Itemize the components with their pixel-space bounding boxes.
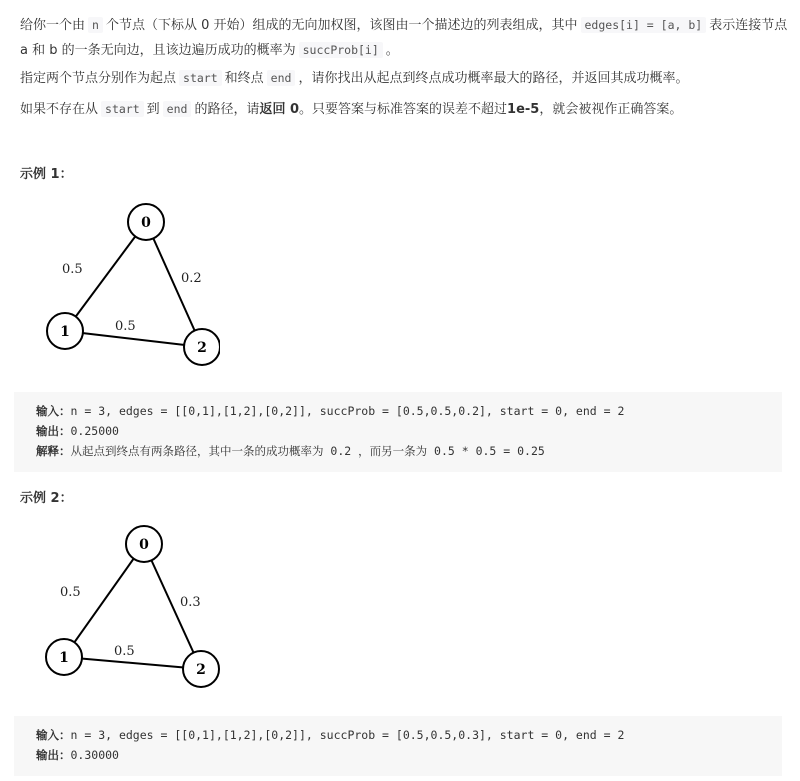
node-2-label: 2 — [197, 340, 207, 356]
output-label: 输出： — [36, 424, 71, 438]
inline-code: succProb[i] — [299, 42, 383, 58]
input-label: 输入： — [36, 728, 71, 742]
text: 如果不存在从 — [20, 102, 99, 117]
example-1-graph — [20, 196, 220, 376]
inline-code: start — [179, 70, 222, 86]
inline-code: start — [101, 101, 144, 117]
inline-code: edges[i] = [a, b] — [581, 17, 707, 33]
text: 到 — [146, 102, 160, 117]
text: 和终点 — [224, 71, 264, 86]
description-paragraph-1 — [20, 13, 790, 63]
text: ，就会被视作正确答案。 — [539, 102, 683, 117]
input-line — [36, 725, 782, 745]
example-1-code-block — [14, 392, 782, 472]
text: 指定两个节点分别作为起点 — [20, 71, 177, 86]
output-line — [36, 745, 782, 765]
text: 。 — [385, 43, 399, 58]
output-label: 输出： — [36, 748, 71, 762]
example-2-graph — [20, 520, 220, 700]
example-2-title: 示例 2： — [20, 491, 73, 506]
explain-value: 从起点到终点有两条路径，其中一条的成功概率为 0.2 ，而另一条为 0.5 * 0.5 = 0.25 — [70, 444, 545, 458]
input-value: n = 3, edges = [[0,1],[1,2],[0,2]], succProb = [0.5,0.5,0.3], start = 0, end = 2 — [70, 728, 625, 742]
example-1-title: 示例 1： — [20, 167, 73, 182]
node-2-label: 2 — [196, 662, 206, 678]
description-paragraph-3 — [20, 97, 790, 122]
input-value: n = 3, edges = [[0,1],[1,2],[0,2]], succProb = [0.5,0.5,0.2], start = 0, end = 2 — [70, 404, 625, 418]
output-line — [36, 421, 782, 441]
edge-0-2-label: 0.2 — [181, 271, 202, 286]
node-1-label: 1 — [60, 324, 70, 340]
edge-0-1 — [64, 544, 144, 657]
explain-label: 解释： — [36, 444, 71, 458]
node-1-label: 1 — [59, 650, 69, 666]
inline-code: end — [267, 70, 296, 86]
inline-code: end — [163, 101, 192, 117]
input-label: 输入： — [36, 404, 71, 418]
text: 个节点（下标从 0 开始）组成的无向加权图，该图由一个描述边的列表组成，其中 — [105, 18, 578, 33]
input-line — [36, 401, 782, 421]
inline-code: n — [88, 17, 103, 33]
edge-0-1-label: 0.5 — [60, 585, 81, 600]
description-paragraph-2 — [20, 66, 790, 91]
node-0-label: 0 — [139, 537, 149, 553]
text: 给你一个由 — [20, 18, 86, 33]
edge-0-1-label: 0.5 — [62, 262, 83, 277]
edge-1-2-label: 0.5 — [115, 319, 136, 334]
edge-1-2-label: 0.5 — [114, 644, 135, 659]
bold-text: 返回 0 — [259, 102, 300, 117]
node-0-label: 0 — [141, 215, 151, 231]
text: 表示连接节点 a 和 b 的一条无向边，且该边遍历成功的概率为 — [20, 18, 788, 58]
example-2-code-block — [14, 716, 782, 776]
explain-line — [36, 441, 782, 461]
text: 。只要答案与标准答案的误差不超过 — [299, 102, 508, 117]
output-value: 0.30000 — [70, 748, 119, 762]
bold-text: 1e-5 — [507, 102, 540, 117]
output-value: 0.25000 — [70, 424, 119, 438]
edge-0-2-label: 0.3 — [180, 595, 201, 610]
text: ，请你找出从起点到终点成功概率最大的路径，并返回其成功概率。 — [298, 71, 689, 86]
text: 的路径，请 — [194, 102, 260, 117]
